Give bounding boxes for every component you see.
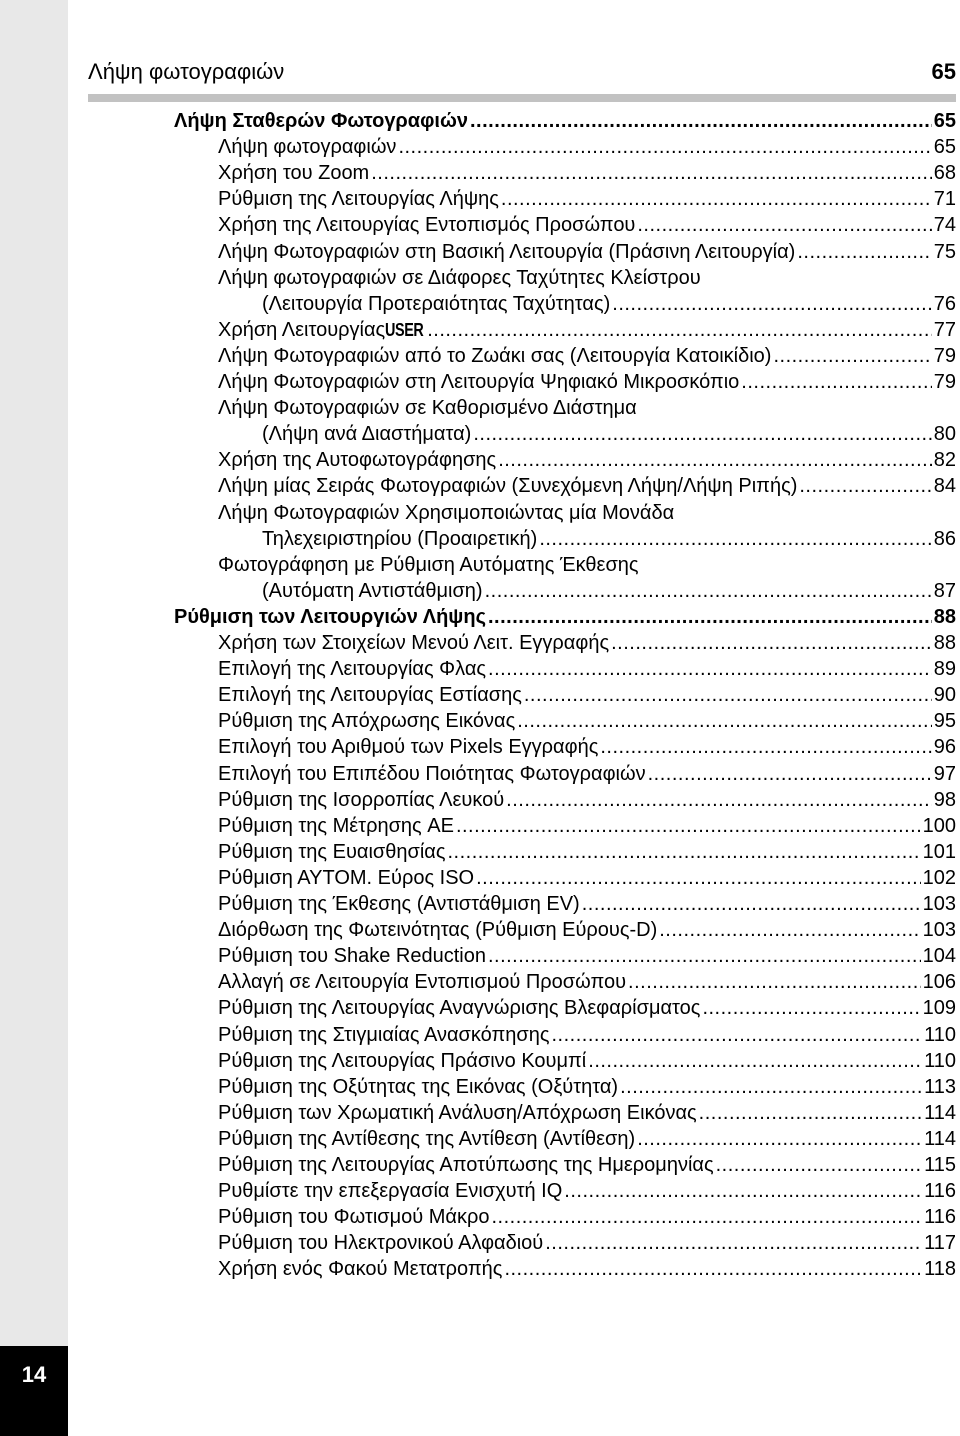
toc-dot-leader bbox=[371, 160, 932, 186]
toc-entry-title: Ρύθμιση ΑΥΤΟΜ. Εύρος ISO bbox=[218, 867, 475, 889]
toc-entry-row[interactable] bbox=[218, 787, 956, 813]
toc-entry-row[interactable] bbox=[218, 708, 956, 734]
toc-dot-leader bbox=[398, 134, 931, 160]
toc-entry-row[interactable] bbox=[262, 578, 956, 604]
toc-entry-title: Λήψη Φωτογραφιών στη Βασική Λειτουργία (Πράσινη Λειτουργία) bbox=[218, 241, 796, 263]
toc-entry-row[interactable] bbox=[218, 1204, 956, 1230]
toc-page-number: 88 bbox=[933, 606, 956, 628]
toc-entry-title: (Λειτουργία Προτεραιότητας Ταχύτητας) bbox=[262, 293, 611, 315]
toc-page-number: 65 bbox=[933, 136, 956, 158]
toc-page-number: 110 bbox=[924, 1024, 956, 1046]
toc-page-number: 101 bbox=[922, 841, 956, 863]
toc-dot-leader bbox=[456, 813, 921, 839]
toc-entry-title: Λήψη φωτογραφιών σε Διάφορες Ταχύτητες Κλείστρου bbox=[218, 267, 701, 289]
toc-dot-leader bbox=[702, 995, 920, 1021]
toc-entry-row[interactable] bbox=[218, 1178, 956, 1204]
toc-entry-row[interactable] bbox=[218, 734, 956, 760]
toc-entry-title: Ρύθμιση της Έκθεσης (Αντιστάθμιση EV) bbox=[218, 893, 580, 915]
toc-entry-row[interactable] bbox=[218, 186, 956, 212]
toc-entry-title: Χρήση της Αυτοφωτογράφησης bbox=[218, 449, 497, 471]
toc-dot-leader bbox=[797, 239, 931, 265]
toc-dot-leader bbox=[504, 1256, 922, 1282]
toc-dot-leader bbox=[501, 186, 932, 212]
toc-entry-row[interactable] bbox=[218, 891, 956, 917]
toc-dot-leader bbox=[637, 212, 931, 238]
toc-page-number: 104 bbox=[922, 945, 956, 967]
toc-page-number: 103 bbox=[922, 893, 956, 915]
toc-entry-row[interactable] bbox=[218, 317, 956, 343]
toc-dot-leader bbox=[488, 604, 932, 630]
toc-page-number: 95 bbox=[933, 710, 956, 732]
toc-entry-title: Ρύθμιση της Ισορροπίας Λευκού bbox=[218, 789, 505, 811]
toc-entry-title: Ρύθμιση του Shake Reduction bbox=[218, 945, 486, 967]
toc-entry-row[interactable] bbox=[262, 291, 956, 317]
toc-page-number: 86 bbox=[933, 528, 956, 550]
toc-entry-title: Επιλογή της Λειτουργίας Φλας bbox=[218, 658, 487, 680]
toc-dot-leader bbox=[648, 761, 932, 787]
toc-section-row[interactable] bbox=[174, 604, 956, 630]
toc-dot-leader bbox=[473, 421, 931, 447]
toc-page-number: 96 bbox=[933, 736, 956, 758]
toc-entry-row[interactable] bbox=[218, 865, 956, 891]
toc-dot-leader bbox=[773, 343, 931, 369]
toc-entry-row[interactable] bbox=[218, 134, 956, 160]
toc-entry-row[interactable] bbox=[218, 1074, 956, 1100]
toc-entry-title: Ρύθμιση του Φωτισμού Μάκρο bbox=[218, 1206, 490, 1228]
toc-entry-row[interactable] bbox=[218, 656, 956, 682]
toc-entry-row[interactable] bbox=[218, 943, 956, 969]
toc-dot-leader bbox=[539, 526, 931, 552]
toc-page-number: 79 bbox=[933, 371, 956, 393]
toc-entry-row[interactable] bbox=[218, 395, 956, 421]
toc-entry-row[interactable] bbox=[218, 160, 956, 186]
toc-entry-title: Λήψη Φωτογραφιών από το Ζωάκι σας (Λειτουργία Κατοικίδιο) bbox=[218, 345, 772, 367]
toc-dot-leader bbox=[588, 1048, 922, 1074]
toc-page-number: 117 bbox=[924, 1232, 956, 1254]
toc-page-number: 65 bbox=[933, 110, 956, 132]
toc-entry-row[interactable] bbox=[218, 1256, 956, 1282]
toc-entry-row[interactable] bbox=[262, 421, 956, 447]
toc-page-number: 116 bbox=[924, 1180, 956, 1202]
toc-entry-title: Ρύθμιση της Λειτουργίας Αποτύπωσης της Ημερομηνίας bbox=[218, 1154, 714, 1176]
toc-entry-row[interactable] bbox=[218, 813, 956, 839]
toc-dot-leader bbox=[488, 656, 932, 682]
section-header bbox=[88, 54, 956, 94]
toc-page-number: 97 bbox=[933, 763, 956, 785]
section-title: Λήψη φωτογραφιών bbox=[88, 59, 285, 84]
toc-entry-title: Ρυθμίστε την επεξεργασία Ενισχυτή IQ bbox=[218, 1180, 563, 1202]
toc-dot-leader bbox=[488, 943, 921, 969]
toc-entry-row[interactable] bbox=[218, 630, 956, 656]
toc-entry-title: Χρήση των Στοιχείων Μενού Λειτ. Εγγραφής bbox=[218, 632, 610, 654]
toc-entry-title: Λήψη μίας Σειράς Φωτογραφιών (Συνεχόμενη Λήψη/Λήψη Ριπής) bbox=[218, 475, 798, 497]
toc-entry-title: Ρύθμιση της Λειτουργίας Αναγνώρισης Βλεφαρίσματος bbox=[218, 997, 701, 1019]
toc-entry-row[interactable] bbox=[218, 500, 956, 526]
toc-dot-leader bbox=[628, 969, 921, 995]
toc-entry-title: Ρύθμιση της Λειτουργίας Λήψης bbox=[218, 188, 499, 210]
page-number: 14 bbox=[21, 1362, 47, 1387]
toc-entry-row[interactable] bbox=[218, 447, 956, 473]
toc-entry-title: Λήψη Σταθερών Φωτογραφιών bbox=[174, 110, 468, 132]
toc-dot-leader bbox=[716, 1152, 923, 1178]
toc-page-number: 115 bbox=[924, 1154, 956, 1176]
toc-entry-title: Λήψη Φωτογραφιών σε Καθορισμένο Διάστημα bbox=[218, 397, 637, 419]
toc-entry-row[interactable] bbox=[218, 1048, 956, 1074]
toc-dot-leader bbox=[741, 369, 931, 395]
toc-page-number: 110 bbox=[924, 1050, 956, 1072]
toc-entry-title: Χρήση ενός Φακού Μετατροπής bbox=[218, 1258, 503, 1280]
toc-entry-row[interactable] bbox=[218, 995, 956, 1021]
toc-dot-leader bbox=[620, 1074, 922, 1100]
section-rule bbox=[88, 94, 956, 102]
toc-entry-row[interactable] bbox=[218, 265, 956, 291]
toc-page-number: 89 bbox=[933, 658, 956, 680]
toc-page-number: 116 bbox=[924, 1206, 956, 1228]
toc-dot-leader bbox=[699, 1100, 922, 1126]
toc-entry-title: Ρύθμιση των Λειτουργιών Λήψης bbox=[174, 606, 486, 628]
toc-page-number: 100 bbox=[922, 815, 956, 837]
toc-entry-title: Ρύθμιση της Αντίθεσης της Αντίθεση (Αντίθεση) bbox=[218, 1128, 636, 1150]
toc-entry-title: Αλλαγή σε Λειτουργία Εντοπισμού Προσώπου bbox=[218, 971, 627, 993]
toc-page-number: 90 bbox=[933, 684, 956, 706]
toc-entry-row[interactable] bbox=[218, 1100, 956, 1126]
toc-page-number: 68 bbox=[933, 162, 956, 184]
toc-dot-leader bbox=[506, 787, 932, 813]
toc-entry-row[interactable] bbox=[218, 343, 956, 369]
toc-dot-leader bbox=[476, 865, 921, 891]
toc-dot-leader bbox=[498, 447, 932, 473]
toc-dot-leader bbox=[545, 1230, 922, 1256]
toc-page-number: 75 bbox=[933, 241, 956, 263]
toc-section-row[interactable] bbox=[174, 108, 956, 134]
toc-entry-row[interactable] bbox=[218, 552, 956, 578]
toc-entry-row[interactable] bbox=[218, 682, 956, 708]
toc-dot-leader bbox=[799, 473, 931, 499]
toc-page-number: 88 bbox=[933, 632, 956, 654]
toc-entry-title: Χρήση της Λειτουργίας Εντοπισμός Προσώπου bbox=[218, 214, 636, 236]
toc-page-number: 114 bbox=[924, 1102, 956, 1124]
toc-dot-leader bbox=[427, 317, 932, 343]
toc-entry-title: Ρύθμιση της Στιγμιαίας Ανασκόπησης bbox=[218, 1024, 550, 1046]
toc-entry-title: Ρύθμιση των Χρωματική Ανάλυση/Απόχρωση Εικόνας bbox=[218, 1102, 697, 1124]
toc-entry-title: Επιλογή του Επιπέδου Ποιότητας Φωτογραφιών bbox=[218, 763, 646, 785]
user-mode-icon: USER bbox=[385, 320, 424, 340]
toc-dot-leader bbox=[637, 1126, 922, 1152]
toc-page-number: 80 bbox=[933, 423, 956, 445]
toc-dot-leader bbox=[552, 1022, 923, 1048]
toc-entry-row[interactable] bbox=[218, 917, 956, 943]
toc-entry-row[interactable] bbox=[218, 1126, 956, 1152]
toc-entry-row[interactable] bbox=[218, 212, 956, 238]
toc-dot-leader bbox=[611, 630, 932, 656]
toc-page-number: 76 bbox=[933, 293, 956, 315]
section-page: 65 bbox=[931, 59, 956, 84]
page-number-tab bbox=[0, 1346, 68, 1436]
toc-page-number: 77 bbox=[933, 319, 956, 341]
toc-entry-title: Χρήση του Zoom bbox=[218, 162, 370, 184]
toc-entry-row[interactable] bbox=[218, 369, 956, 395]
toc-page-number: 74 bbox=[933, 214, 956, 236]
toc-entry-row[interactable] bbox=[262, 526, 956, 552]
toc-dot-leader bbox=[447, 839, 920, 865]
toc-page-number: 84 bbox=[933, 475, 956, 497]
toc-page-number: 98 bbox=[933, 789, 956, 811]
toc-entry-title: (Λήψη ανά Διαστήματα) bbox=[262, 423, 472, 445]
toc-entry-title: Λήψη Φωτογραφιών Χρησιμοποιώντας μία Μονάδα bbox=[218, 502, 675, 524]
toc-entry-title: Ρύθμιση της Απόχρωσης Εικόνας bbox=[218, 710, 516, 732]
toc-entry-row[interactable] bbox=[218, 839, 956, 865]
toc-page-number: 71 bbox=[933, 188, 956, 210]
toc-page-number: 103 bbox=[922, 919, 956, 941]
toc-page-number: 118 bbox=[924, 1258, 956, 1280]
toc-dot-leader bbox=[491, 1204, 922, 1230]
toc-page-number: 79 bbox=[933, 345, 956, 367]
toc-page-number: 82 bbox=[933, 449, 956, 471]
toc-page-number: 114 bbox=[924, 1128, 956, 1150]
toc-dot-leader bbox=[517, 708, 932, 734]
toc-dot-leader bbox=[485, 578, 932, 604]
toc-entry-row[interactable] bbox=[218, 1022, 956, 1048]
toc-entry-title: Φωτογράφηση με Ρύθμιση Αυτόματης Έκθεσης bbox=[218, 554, 639, 576]
toc-dot-leader bbox=[582, 891, 921, 917]
toc-entry-title: Διόρθωση της Φωτεινότητας (Ρύθμιση Εύρους-D) bbox=[218, 919, 658, 941]
toc-entry-title: Χρήση Λειτουργίας bbox=[218, 319, 386, 341]
toc-entry-title: Ρύθμιση του Ηλεκτρονικού Αλφαδιού bbox=[218, 1232, 544, 1254]
toc-entry-title: Τηλεχειριστηρίου (Προαιρετική) bbox=[262, 528, 538, 550]
toc-dot-leader bbox=[612, 291, 931, 317]
toc-page-number: 106 bbox=[922, 971, 956, 993]
toc-entry-row[interactable] bbox=[218, 473, 956, 499]
toc-entry-title: Λήψη Φωτογραφιών στη Λειτουργία Ψηφιακό Μικροσκόπιο bbox=[218, 371, 740, 393]
toc-entry-title: (Αυτόματη Αντιστάθμιση) bbox=[262, 580, 483, 602]
toc-entry-row[interactable] bbox=[218, 239, 956, 265]
toc-page-number: 87 bbox=[933, 580, 956, 602]
toc-dot-leader bbox=[564, 1178, 922, 1204]
toc-entry-title: Ρύθμιση της Μέτρησης AE bbox=[218, 815, 454, 837]
toc-entry-title: Ρύθμιση της Ευαισθησίας bbox=[218, 841, 446, 863]
toc-page-number: 109 bbox=[922, 997, 956, 1019]
toc-dot-leader bbox=[470, 108, 932, 134]
toc-entry-title: Λήψη φωτογραφιών bbox=[218, 136, 397, 158]
toc-entry-row[interactable] bbox=[218, 761, 956, 787]
side-margin-bar bbox=[0, 0, 68, 1436]
toc-page-number: 102 bbox=[922, 867, 956, 889]
toc-page-number: 113 bbox=[924, 1076, 956, 1098]
toc-dot-leader bbox=[524, 682, 932, 708]
toc-entry-title: Ρύθμιση της Οξύτητας της Εικόνας (Οξύτητα) bbox=[218, 1076, 619, 1098]
toc-entry-title: Επιλογή της Λειτουργίας Εστίασης bbox=[218, 684, 522, 706]
toc-entry-title: Ρύθμιση της Λειτουργίας Πράσινο Κουμπί bbox=[218, 1050, 587, 1072]
toc-entry-row[interactable] bbox=[218, 1152, 956, 1178]
toc-entry-title: Επιλογή του Αριθμού των Pixels Εγγραφής bbox=[218, 736, 599, 758]
toc-entry-row[interactable] bbox=[218, 969, 956, 995]
toc-entry-row[interactable] bbox=[218, 1230, 956, 1256]
toc-dot-leader bbox=[600, 734, 931, 760]
toc-dot-leader bbox=[659, 917, 920, 943]
